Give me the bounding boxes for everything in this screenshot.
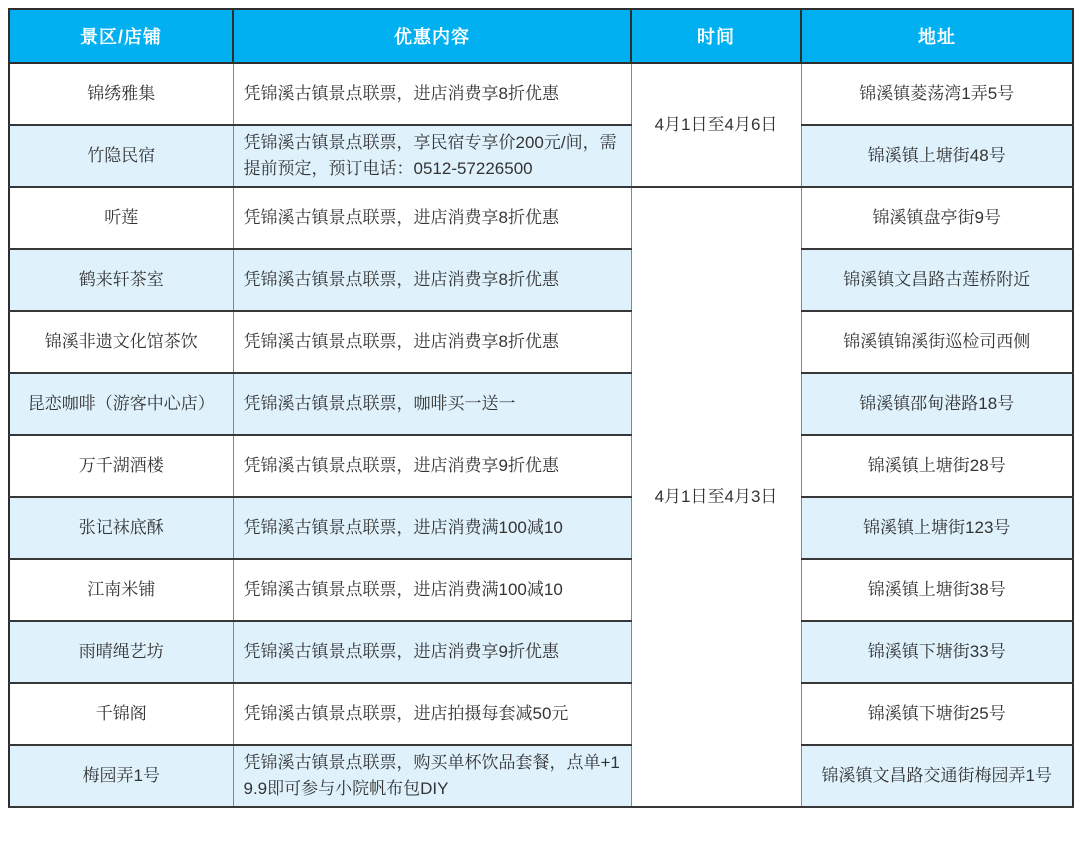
- table-row: [9, 435, 1073, 497]
- offer-cell: 凭锦溪古镇景点联票，进店拍摄每套减50元: [233, 683, 631, 745]
- address-cell: 锦溪镇邵甸港路18号: [801, 373, 1073, 435]
- shop-cell: 昆恋咖啡（游客中心店）: [9, 373, 233, 435]
- address-cell: 锦溪镇下塘街33号: [801, 621, 1073, 683]
- shop-cell: 雨晴绳艺坊: [9, 621, 233, 683]
- shop-cell: 锦溪非遗文化馆茶饮: [9, 311, 233, 373]
- table-row: [9, 125, 1073, 187]
- address-cell: 锦溪镇上塘街48号: [801, 125, 1073, 187]
- address-cell: 锦溪镇上塘街28号: [801, 435, 1073, 497]
- address-cell: 锦溪镇上塘街38号: [801, 559, 1073, 621]
- offer-cell: 凭锦溪古镇景点联票，进店消费享9折优惠: [233, 621, 631, 683]
- address-cell: 锦溪镇文昌路古莲桥附近: [801, 249, 1073, 311]
- column-header-shop: 景区/店铺: [9, 9, 233, 63]
- offer-cell: 凭锦溪古镇景点联票，进店消费享8折优惠: [233, 187, 631, 249]
- time-cell: 4月1日至4月3日: [631, 187, 801, 807]
- offer-cell: 凭锦溪古镇景点联票，咖啡买一送一: [233, 373, 631, 435]
- shop-cell: 竹隐民宿: [9, 125, 233, 187]
- offer-cell: 凭锦溪古镇景点联票，购买单杯饮品套餐，点单+19.9即可参与小院帆布包DIY: [233, 745, 631, 807]
- table-row: [9, 621, 1073, 683]
- promo-table: [8, 8, 1074, 808]
- shop-cell: 张记袜底酥: [9, 497, 233, 559]
- shop-cell: 鹤来轩茶室: [9, 249, 233, 311]
- address-cell: 锦溪镇上塘街123号: [801, 497, 1073, 559]
- offer-cell: 凭锦溪古镇景点联票，进店消费享9折优惠: [233, 435, 631, 497]
- offer-cell: 凭锦溪古镇景点联票，享民宿专享价200元/间，需提前预定，预订电话：0512-57226500: [233, 125, 631, 187]
- table-row: [9, 311, 1073, 373]
- address-cell: 锦溪镇下塘街25号: [801, 683, 1073, 745]
- table-row: [9, 559, 1073, 621]
- shop-cell: 千锦阁: [9, 683, 233, 745]
- table-row: [9, 373, 1073, 435]
- column-header-time: 时间: [631, 9, 801, 63]
- table-row: [9, 63, 1073, 125]
- shop-cell: 锦绣雅集: [9, 63, 233, 125]
- offer-cell: 凭锦溪古镇景点联票，进店消费满100减10: [233, 559, 631, 621]
- shop-cell: 梅园弄1号: [9, 745, 233, 807]
- address-cell: 锦溪镇锦溪街巡检司西侧: [801, 311, 1073, 373]
- table-body: [9, 63, 1073, 807]
- shop-cell: 听莲: [9, 187, 233, 249]
- shop-cell: 万千湖酒楼: [9, 435, 233, 497]
- column-header-offer: 优惠内容: [233, 9, 631, 63]
- table-row: [9, 187, 1073, 249]
- table-row: [9, 249, 1073, 311]
- time-cell: 4月1日至4月6日: [631, 63, 801, 187]
- column-header-address: 地址: [801, 9, 1073, 63]
- table-row: [9, 745, 1073, 807]
- offer-cell: 凭锦溪古镇景点联票，进店消费享8折优惠: [233, 63, 631, 125]
- address-cell: 锦溪镇菱荡湾1弄5号: [801, 63, 1073, 125]
- address-cell: 锦溪镇盘亭街9号: [801, 187, 1073, 249]
- offer-cell: 凭锦溪古镇景点联票，进店消费享8折优惠: [233, 311, 631, 373]
- table-row: [9, 497, 1073, 559]
- table-header-row: [9, 9, 1073, 63]
- offer-cell: 凭锦溪古镇景点联票，进店消费满100减10: [233, 497, 631, 559]
- table-row: [9, 683, 1073, 745]
- address-cell: 锦溪镇文昌路交通街梅园弄1号: [801, 745, 1073, 807]
- shop-cell: 江南米铺: [9, 559, 233, 621]
- offer-cell: 凭锦溪古镇景点联票，进店消费享8折优惠: [233, 249, 631, 311]
